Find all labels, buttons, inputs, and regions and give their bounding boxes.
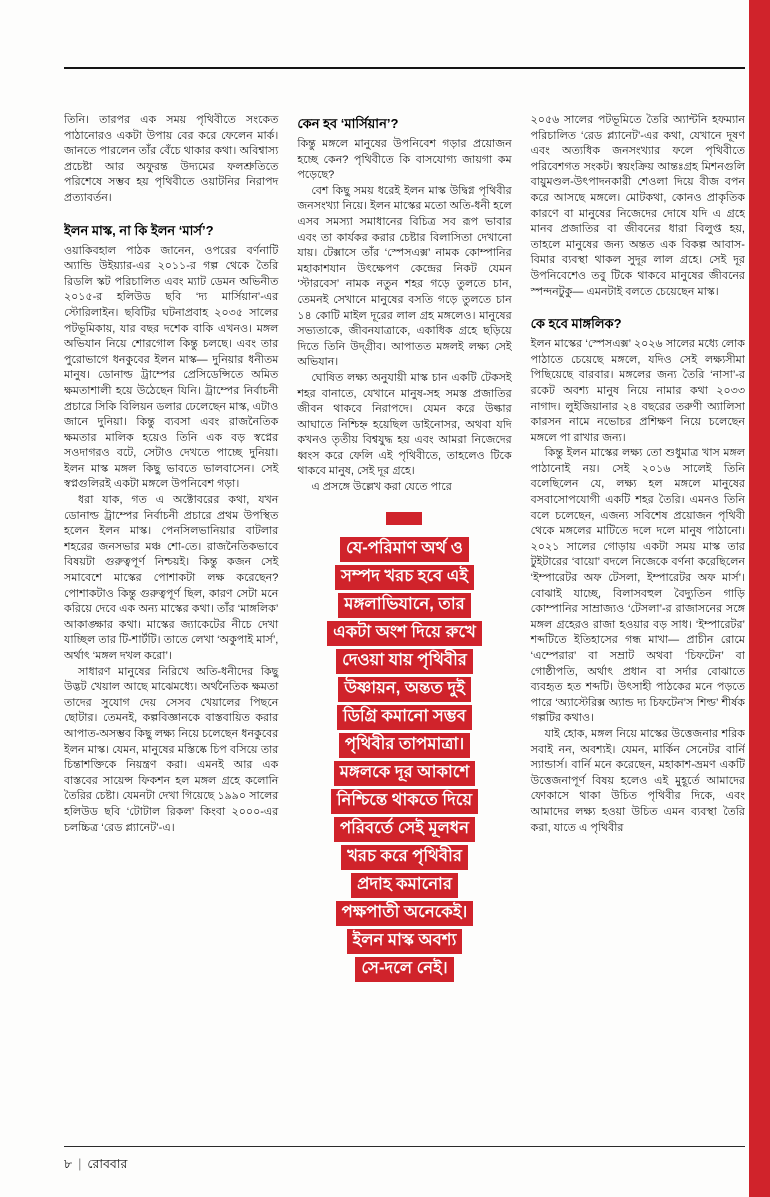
page-content	[64, 0, 745, 1197]
article-column-2	[297, 113, 511, 1125]
section-heading: কে হবে মাঙ্গলিক?	[530, 316, 622, 332]
pull-quote-line: নিশ্চিন্তে থাকতে দিয়ে	[331, 789, 478, 814]
article-paragraph: যাই হোক, মঙ্গল নিয়ে মাস্কের উত্তেজনার শরিক সবাই নন, অবশ্যই। যেমন, মার্কিন সেনেটর বার্নি স্যান্ডার্স। বার্নি মনে করেছেন, মহাকাশ-ভ্রমণ একটি উত্তেজনাপূর্ণ বিষয় হলেও এই মুহূর্তে আমাদের ফোকাসে থাকা উচিত পৃথিবীর দিকে, এবং আমাদের লক্ষ্য হওয়া উচিত এমন ব্যবস্থা তৈরি করা, যাতে এ পৃথিবীর	[530, 727, 745, 834]
pull-quote-line: পৃথিবীর তাপমাত্রা।	[339, 733, 470, 758]
section-heading: কেন হব ‘মার্সিয়ান’?	[297, 116, 399, 131]
section-name: রোববার	[87, 1157, 128, 1171]
pull-quote-line: যে-পরিমাণ অর্থ ও	[340, 537, 469, 562]
page-footer	[64, 1146, 745, 1176]
article-paragraph: এ প্রসঙ্গে উল্লেখ করা যেতে পারে	[311, 481, 452, 494]
footer-divider: |	[78, 1157, 82, 1171]
footer-text	[64, 1156, 745, 1176]
pull-quote-marker	[386, 512, 422, 525]
article-paragraph: ঘোষিত লক্ষ্য অনুযায়ী মাস্ক চান একটি টেকসই শহর বানাতে, যেখানে মানুষ-সহ সমস্ত প্রজাতির জীবন থাকবে নিরাপদে। যেমন করে উল্কার আঘাতে নিশ্চিহ্ন হয়েছিল ডাইনোসর, অথবা যদি কখনও তৃতীয় বিশ্বযুদ্ধ হয় এবং আমরা নিজেদের ধ্বংস করে ফেলি এই পৃথিবীতে, তাহলেও টিকে থাকবে মানুষ, সেই দূর গ্রহে।	[297, 371, 512, 478]
pull-quote-line: খরচ করে পৃথিবীর	[341, 845, 468, 870]
article-paragraph: ওয়াকিবহাল পাঠক জানেন, ওপরের বর্ণনাটি অ্যান্ডি উইয়্যার-এর ২০১১-র গল্প থেকে তৈরি রিডলি স্কট পরিচালিত এবং ম্যাট ডেমন অভিনীত ২০১৫-র হলিউড ছবি ‘দ্য মার্সিয়ান’-এর স্টোরিলাইন। ছবিটির ঘটনাপ্রবাহ ২০৩৫ সালের পটভূমিকায়, যার বছর দশেক বাকি এখনও। মঙ্গল অভিযান নিয়ে শোরগোল কিন্তু চলছে। এবং তার পুরোভাগে ধনকুবের ইলন মাস্ক— দুনিয়ার ধনীতম মানুষ। ডোনাল্ড ট্রাম্পের প্রেসিডেন্সিতে অমিত ক্ষমতাশালী হয়ে উঠেছেন যিনি। ট্রাম্পের নির্বাচনী প্রচারে সিকি বিলিয়ন ডলার ঢেলেছেন মাস্ক, এটাও জানে দুনিয়া। কিন্তু ব্যবসা এবং রাজনৈতিক ক্ষমতার মালিক হয়েও তিনি এক বড় স্বপ্নের সওদাগরও বটে, সেটাও দেখতে পাচ্ছে দুনিয়া। ইলন মাস্ক মঙ্গল কিছু ভাবতে ভালবাসেন। সেই স্বপ্নগুলিরই একটা মঙ্গলে উপনিবেশ গড়া।	[64, 244, 279, 491]
article-paragraph: ২০৫৬ সালের পটভূমিতে তৈরি অ্যান্টনি হফম্যান পরিচালিত ‘রেড প্ল্যানেট’-এর কথা, যেখানে দূষণ এবং অত্যধিক জনসংখ্যার ফলে পৃথিবীতে পরিবেশগত সংকট। স্বয়ংক্রিয় আন্তঃগ্রহ মিশনগুলি বায়ুমণ্ডল-উৎপাদনকারী শেওলা দিয়ে বীজ বপন করে আসছে মঙ্গলে। মোটকথা, কোনও প্রাকৃতিক কারণে বা মানুষের নিজেদের দোষে যদি এ গ্রহে মানব প্রজাতির বা জীবনের ধারা বিলুপ্ত হয়, তাহলে মানুষের জন্য অন্তত এক বিকল্প আবাস-বিমার ব্যবস্থা থাকল সুদূর লাল গ্রহে। সেই দূর উপনিবেশেও তবু টিকে থাকবে মানুষের জীবনের স্পন্দনটুকু— এমনটাই বলতে চেয়েছেন মাস্ক।	[530, 114, 745, 298]
article-paragraph: তিনি। তারপর এক সময় পৃথিবীতে সংকেত পাঠানোরও একটা উপায় বের করে ফেলেন মার্ক। জানতে পারলেন তাঁর বেঁচে থাকার কথা। অবিশ্বাস্য প্রচেষ্টা আর অফুরন্ত উদ্যমের ফলশ্রুতিতে পরিশেষে সম্ভব হয় পৃথিবীতে ওয়াটনির নিরাপদ প্রত্যাবর্তন।	[64, 114, 279, 204]
article-column-3	[531, 113, 745, 1125]
pull-quote-line: দেওয়া যায় পৃথিবীর	[336, 649, 473, 674]
article-column-1	[64, 113, 278, 1125]
pull-quote-line: ডিগ্রি কমানো সম্ভব	[337, 705, 472, 730]
pull-quote-line: ইলন মাস্ক অবশ্য	[347, 929, 463, 954]
footer-rule	[64, 1146, 745, 1147]
section-heading: ইলন মাস্ক, না কি ইলন ‘মার্স’?	[64, 222, 214, 238]
article-paragraph: ধরা যাক, গত এ অক্টোবরের কথা, যখন ডোনাল্ড ট্রাম্পের নির্বাচনী প্রচারে প্রথম উপস্থিত হলেন ইলন মাস্ক। পেনসিলভানিয়ার বাটলার শহরের জনসভার মঞ্চ শো-তে। রাজনৈতিকভাবে বিষয়টা গুরুত্বপূর্ণ নিশ্চয়ই। কিন্তু কজন সেই সমাবেশে মাস্কের পোশাকটা লক্ষ করেছেন? পোশাকটাও কিন্তু গুরুত্বপূর্ণ ছিল, কারণ সেটা মনে করিয়ে দেবে এক অন্য মাস্কের কথা। তাঁর ‘মাঙ্গলিক’ আকাঙ্ক্ষার কথা। মাস্কের জ্যাকেটের নীচে দেখা যাচ্ছিল তার টি-শার্টটি। তাতে লেখা ‘অকুপাই মার্স’, অর্থাৎ ‘মঙ্গল দখল করো’।	[64, 494, 279, 662]
pull-quote-line: সে-দলে নেই।	[355, 957, 453, 982]
top-rule	[64, 67, 745, 69]
article-paragraph: বেশ কিছু সময় ধরেই ইলন মাস্ক উদ্বিগ্ন পৃথিবীর জনসংখ্যা নিয়ে। ইলন মাস্কের মতো অতি-ধনী হলে এসব সমস্যা সমাধানের বিচিত্র সব রূপ ভাবার এবং তা কার্যকর করার চেষ্টার বিলাসিতা দেখানো যায়। টেক্সাসে তাঁর ‘স্পেসএক্স’ নামক কোম্পানির মহাকাশযান উৎক্ষেপণ কেন্দ্রের নিকট যেমন ‘স্টারবেস’ নামক নতুন শহর গড়ে তুলতে চান, তেমনই সেখানে মানুষের বসতি গড়ে তুলতে চান ১৪ কোটি মাইল দূরের লাল গ্রহ মঙ্গলেও। মানুষের সভ্যতাকে, জীবনযাত্রাকে, একাধিক গ্রহে ছড়িয়ে দিতে তিনি উদ্গ্রীব। আপাতত মঙ্গলই লক্ষ্য সেই অভিযান।	[297, 184, 512, 369]
pull-quote-line: মঙ্গলকে দূর আকাশে	[334, 761, 475, 786]
pull-quote-line: পক্ষপাতী অনেকেই।	[336, 901, 474, 926]
pull-quote-line: পরিবর্তে সেই মূলধন	[334, 817, 475, 842]
page-edge-red-strip	[749, 0, 770, 1197]
pull-quote-line: মঙ্গলাভিযানে, তার	[338, 593, 470, 618]
pull-quote-line: একটা অংশ দিয়ে রুখে	[327, 621, 482, 646]
pull-quote-line: প্রদাহ কমানোর	[351, 873, 458, 898]
article-paragraph: কিন্তু মঙ্গলে মানুষের উপনিবেশ গড়ার প্রয়োজন হচ্ছে কেন? পৃথিবীতে কি বাসযোগ্য জায়গা কম পড়েছে?	[297, 138, 512, 182]
article-columns	[64, 113, 745, 1125]
page-number: ৮	[64, 1157, 73, 1171]
pull-quote	[297, 512, 511, 982]
pull-quote-line: উষ্ণায়ন, অন্তত দুই	[338, 677, 471, 702]
article-paragraph: কিন্তু ইলন মাস্কের লক্ষ্য তো শুধুমাত্র খাস মঙ্গল পাঠানোই নয়। সেই ২০১৬ সালেই তিনি বলেছিলেন যে, লক্ষ্য হল মঙ্গলে মানুষের বসবাসোপযোগী একটি শহর তৈরি। এমনও তিনি বলে চলেছেন, এজন্য সবিশেষ প্রয়োজন পৃথিবী থেকে মঙ্গলের মাটিতে দলে দলে মানুষ পাঠানো। ২০২১ সালের গোড়ায় একটা সময় মাস্ক তার টুইটারের ‘বায়ো’ বদলে নিজেকে বর্ণনা করেছিলেন ‘ইম্পারেটর অফ টেসলা, ইম্পারেটর অফ মার্স’। বোঝাই যাচ্ছে, বিলাসবহুল বৈদ্যুতিন গাড়ি কোম্পানির সাম্রাজ্যও ‘টেসলা’-র রাজাসনের সঙ্গে মঙ্গল গ্রহেরও রাজা হওয়ার বড় সাধ। ‘ইম্পারেটর’ শব্দটিতে ইতিহাসের গন্ধ মাখা— প্রাচীন রোমে ‘এম্পেরার’ বা সম্রাট অথবা ‘চিফটেন’ বা গোষ্ঠীপতি, অর্থাৎ প্রধান বা সর্দার বোঝাতে ব্যবহৃত হত শব্দটি। উৎসাহী পাঠকের মনে পড়তে পারে ‘অ্যাস্টেরিক্স অ্যান্ড দ্য চিফটেন’স শিল্ড’ শীর্ষক গল্পটির কথাও।	[530, 447, 745, 725]
pull-quote-line: সম্পদ খরচ হবে এই	[335, 565, 474, 590]
article-paragraph: ইলন মাস্কের ‘স্পেসএক্স’ ২০২৬ সালের মধ্যে লোক পাঠাতে চেয়েছে মঙ্গলে, যদিও সেই লক্ষ্যসীমা পিছিয়েছে বারবার। মঙ্গলের জন্য তৈরি ‘নাসা’-র রকেট অবশ্য মানুষ নিয়ে নামার কথা ২০৩৩ নাগাদ। লুইজিয়ানার ২৪ বছরের তরুণী অ্যালিসা কারসন নামে নভোচর প্রশিক্ষণ নিয়ে চলেছেন মঙ্গলে পা রাখার জন্য।	[530, 338, 745, 444]
article-paragraph: সাধারণ মানুষের নিরিখে অতি-ধনীদের কিছু উদ্ভট খেয়াল আছে মাঝেমধ্যে। অর্থনৈতিক ক্ষমতা তাদের সুযোগ দেয় সেসব খেয়ালের পিছনে ছোটার। তেমনই, কল্পবিজ্ঞানকে বাস্তবায়িত করার আপাত-অসম্ভব কিছু লক্ষ্য নিয়ে চলেছেন ধনকুবের ইলন মাস্ক। যেমন, মানুষের মস্তিষ্কে চিপ বসিয়ে তার চিন্তাশক্তিকে নিয়ন্ত্রণ করা। এমনই আর এক বাস্তবের সায়েন্স ফিকশন হল মঙ্গল গ্রহে কলোনি তৈরির চেষ্টা। যেমনটা দেখা গিয়েছে ১৯৯০ সালের হলিউড ছবি ‘টোটাল রিকল’ কিংবা ২০০০-এর চলচ্চিত্র ‘রেড প্ল্যানেট’-এ।	[64, 665, 279, 834]
